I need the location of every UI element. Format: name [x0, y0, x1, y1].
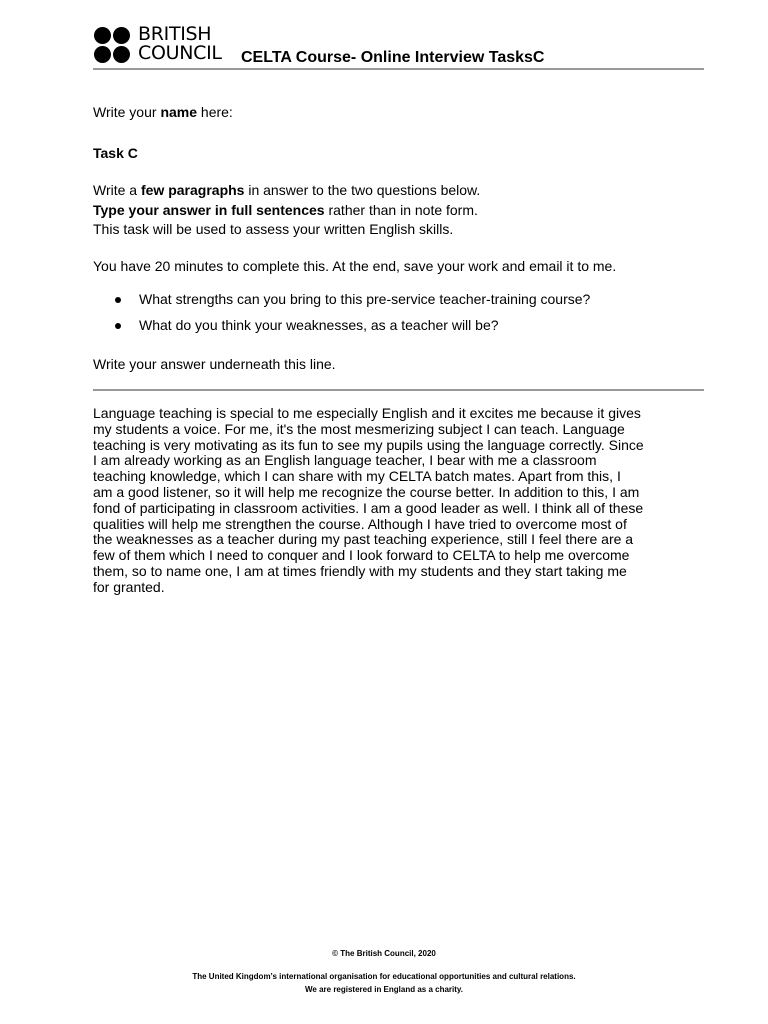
- instr2-suffix: rather than in note form.: [324, 202, 478, 218]
- instr1-suffix: in answer to the two questions below.: [244, 182, 481, 198]
- bullet-icon: [115, 297, 121, 303]
- footer-line-1: The United Kingdom’s international organisation for educational opportunities and cultural relations.: [192, 972, 576, 981]
- logo-dots-icon: [94, 27, 134, 65]
- instr1-bold: few paragraphs: [140, 182, 245, 198]
- time-note: You have 20 minutes to complete this. At the end, save your work and email it to me.: [93, 258, 617, 274]
- page-title: CELTA Course- Online Interview TasksC: [241, 49, 545, 66]
- answer-line: my students a voice. For me, it's the most mesmerizing subject I can teach. Language: [93, 420, 625, 437]
- bullet-icon: [115, 323, 121, 329]
- answer-line: for granted.: [93, 578, 165, 595]
- question-text: What strengths can you bring to this pre-service teacher-training course?: [139, 291, 591, 307]
- name-suffix: here:: [197, 104, 233, 120]
- answer-prompt: Write your answer underneath this line.: [93, 356, 336, 372]
- answer-line: them, so to name one, I am at times friendly with my students and they start taking me: [93, 562, 627, 579]
- logo-line1: BRITISH: [138, 23, 212, 45]
- instr2-bold: Type your answer in full sentences: [93, 202, 325, 218]
- header-divider: [93, 68, 704, 70]
- name-instruction: [93, 103, 233, 122]
- answer-line: few of them which I need to conquer and I look forward to CELTA to help me overcome: [93, 547, 630, 564]
- logo-wordmark: [138, 25, 222, 63]
- answer-line: qualities will help me strengthen the course. Although I have tried to overcome most of: [93, 515, 627, 532]
- answer-line: I am already working as an English language teacher, I bear with me a classroom: [93, 452, 597, 469]
- name-bold: name: [160, 104, 198, 120]
- answer-line: teaching is very motivating as its fun to see my pupils using the language correctly. Since: [93, 436, 644, 453]
- instruction-line-2: [93, 201, 478, 220]
- logo-line2: COUNCIL: [138, 42, 222, 64]
- instruction-line-1: [93, 181, 480, 200]
- answer-line: Language teaching is special to me especially English and it excites me because it gives: [93, 405, 641, 421]
- answer-line: the weaknesses as a teacher during my past teaching experience, still I feel there are a: [93, 531, 634, 548]
- answer-line: am a good listener, so it will help me recognize the course better. In addition to this, I am: [93, 483, 640, 500]
- footer-copyright: © The British Council, 2020: [332, 949, 436, 958]
- name-prefix: Write your: [93, 104, 161, 120]
- answer-text: [93, 406, 705, 596]
- answer-divider: [93, 389, 704, 391]
- question-text: What do you think your weaknesses, as a teacher will be?: [139, 317, 499, 333]
- footer-line-2: We are registered in England as a charity.: [305, 985, 463, 994]
- answer-line: fond of participating in classroom activities. I am a good leader as well. I think all of these: [93, 499, 644, 516]
- task-heading: Task C: [93, 145, 138, 161]
- instruction-line-3: This task will be used to assess your written English skills.: [93, 221, 454, 237]
- british-council-logo: [94, 25, 244, 65]
- answer-line: teaching knowledge, which I can share with my CELTA batch mates. Apart from this, I: [93, 468, 621, 485]
- instr1-prefix: Write a: [93, 182, 141, 198]
